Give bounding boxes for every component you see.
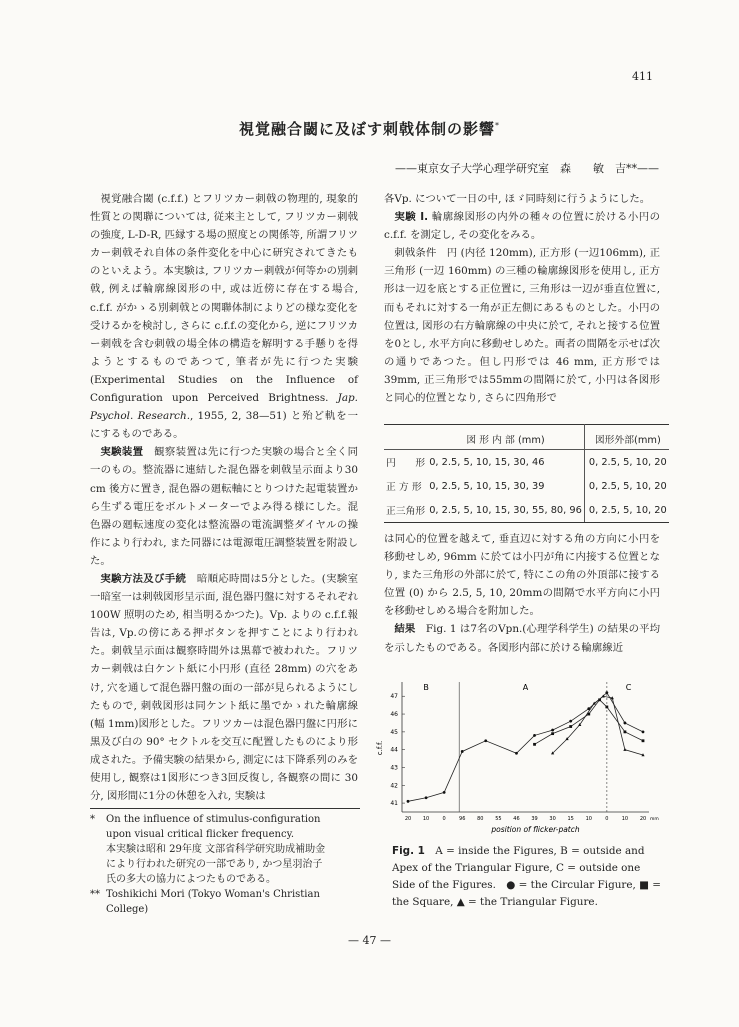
data-point-circle	[484, 739, 487, 742]
data-point-circle	[443, 791, 446, 794]
article-title	[0, 118, 739, 139]
experiment-1-heading: 実験 I.	[394, 211, 429, 224]
footnote-line: On the influence of stimulus-configuration	[106, 814, 321, 825]
title-text: 視覚融合閾に及ぼす刺戟体制の影響	[238, 120, 495, 138]
right-column	[384, 190, 660, 407]
data-point-circle	[605, 691, 608, 694]
data-point-circle	[624, 722, 627, 725]
intro-text-b: , 1955, 2, 38—51) と殆ど軌を一にするものである。	[90, 410, 358, 441]
footnote-line: upon visual critical flicker frequency.	[106, 829, 295, 840]
footnote-2-mark: **	[90, 889, 100, 900]
footnote-line: 本実験は昭和 29年度 文部省科学研究助成補助金	[106, 844, 326, 855]
data-point-circle	[515, 752, 518, 755]
patch-position-table	[384, 424, 669, 523]
y-tick-label: 43	[390, 764, 398, 772]
data-point-circle	[425, 796, 428, 799]
table-row	[384, 474, 669, 498]
x-tick-label: 80	[477, 816, 484, 822]
author-line: ——東京女子大学心理学研究室 森 敏 吉**——	[395, 162, 659, 175]
header-inside: 図 形 内 部 (mm)	[427, 425, 584, 450]
table-corner	[384, 425, 427, 450]
data-point-square	[605, 706, 608, 709]
footnotes	[90, 812, 362, 917]
x-unit-label: mm	[650, 817, 659, 822]
conditions-paragraph: 刺戟条件 円 (内径 120mm), 正方形 (一辺106mm), 正三角形 (一辺 160mm) の三種の輪廓線図形を使用し, 正方形は一辺を底とする正位置に, 三角形は一辺が垂直位置に, 而もそれに対する一角が正左側にあるものとした。小円の位置は, 図形の右方輪廓線の中央に於て, それと接する位置を0とし, 水平方向に移動せしめた。両者の間隔を示せば次の通りであつた。但し円形では 46 mm, 正方形では39mm, 正三角形では55mmの間隔に於て, 小円は各図形と同心的位置となり, さらに四角形で	[384, 247, 660, 405]
row-outside: 0, 2.5, 5, 10, 20	[584, 498, 668, 523]
data-point-square	[624, 730, 627, 733]
row-inside: 0, 2.5, 5, 10, 15, 30, 55, 80, 96	[427, 498, 584, 523]
figure-caption	[392, 843, 662, 911]
footnote-line: Toshikichi Mori (Tokyo Woman's Christian	[106, 889, 320, 900]
x-tick-label: 39	[531, 816, 538, 822]
x-tick-label: 46	[513, 816, 520, 822]
page-number: 411	[632, 70, 653, 83]
series-line-square	[535, 700, 643, 745]
results-heading: 結果	[394, 623, 416, 636]
footnote-1-mark: *	[90, 814, 95, 825]
region-label: B	[423, 683, 429, 692]
data-point-circle	[407, 800, 410, 803]
cff-line-chart	[374, 670, 664, 838]
region-label: A	[522, 683, 529, 692]
x-tick-label: 20	[639, 816, 647, 822]
data-point-square	[533, 743, 536, 746]
row-outside: 0, 2.5, 5, 10, 20	[588, 456, 667, 468]
x-tick-label: 15	[567, 816, 574, 822]
right-paragraph-1: 各Vp. について一日の中, ほゞ同時刻に行うようにした。	[384, 193, 651, 205]
row-inside: 0, 2.5, 5, 10, 15, 30, 39	[427, 474, 584, 498]
x-tick-label: 10	[585, 816, 592, 822]
intro-text-a: 視覚融合閾 (c.f.f.) とフリツカー刺戟の物理的, 現象的性質との関聯については, 従来主として, フリツカー刺戟の強度, L-D-R, 匹縁する場の照度との関係等, 所謂フリツカー刺戟それ自体の条件変化を中心に研究されてきたものといえよう。本実験は, フリツカー刺戟が何等かの別刺戟, 例えば輪廓線図形の中, 或は近傍に存在する場合, c.f.f. がかゝる別刺戟との関聯体制によりどの様な変化を受けるかを検討し, さらに c.f.f.の変化から, 逆にフリツカー刺戟を含む刺戟の場全体の構造を解明する手懸りを得ようとするものであつて, 筆者が先に行つた実験(Experimental Studies on the Influence of Configuration upon Perceived Brightness.	[90, 193, 358, 405]
y-tick-label: 42	[390, 782, 398, 790]
row-outside: 0, 2.5, 5, 10, 20	[588, 480, 667, 492]
apparatus-paragraph	[90, 443, 358, 570]
row-inside: 0, 2.5, 5, 10, 15, 30, 46	[427, 450, 584, 475]
x-tick-label: 55	[495, 816, 502, 822]
y-tick-label: 46	[390, 711, 398, 719]
table-row	[384, 450, 669, 475]
data-point-circle	[642, 730, 645, 733]
circle-symbol: ●	[506, 879, 516, 891]
caption-circle-text: = the Circular Figure,	[515, 879, 640, 891]
header-outside: 図形外部(mm)	[584, 425, 668, 450]
data-point-square	[642, 739, 645, 742]
intro-paragraph	[90, 190, 358, 443]
caption-text-a: A = inside the Figures, B = outside and Apex of the Triangular Figure, C = outside one Side of the Figures.	[392, 845, 645, 891]
y-tick-label: 47	[390, 693, 398, 701]
apparatus-heading: 実験装置	[100, 446, 144, 459]
data-point-square	[551, 732, 554, 735]
footnote-line: 氏の多大の協力によつたものである。	[106, 874, 276, 885]
row-shape: 円 形	[386, 458, 426, 469]
footnote-2	[90, 887, 362, 917]
x-tick-label: 10	[422, 816, 430, 822]
data-point-triangle	[623, 748, 626, 751]
data-point-circle	[569, 720, 572, 723]
caption-square-text: = the Square,	[392, 879, 661, 908]
method-heading: 実験方法及び手続	[100, 572, 187, 585]
series-line-circle	[408, 693, 643, 802]
footnote-line: により行われた研究の一部であり, かつ星羽治子	[106, 859, 323, 870]
y-tick-label: 44	[390, 746, 398, 754]
x-tick-label: 0	[605, 816, 609, 822]
x-tick-label: 20	[404, 816, 412, 822]
footnote-line: College)	[106, 904, 149, 915]
data-point-circle	[551, 729, 554, 732]
title-footnote-mark: *	[495, 121, 500, 130]
experiment-1-paragraph	[384, 208, 660, 244]
journal-name: Jap. Psychol. Research.	[90, 392, 358, 423]
method-text: 暗順応時間は5分とした。(実験室一暗室一は刺戟図形呈示面, 混色器円盤に対するそれぞれ 100W 照明のため, 相当明るかつた)。Vp. よりの c.f.f.報告は, Vp.の傍にある押ボタンを押すことにより行われた。刺戟呈示面は観察時間外は黒幕で被われた。フリツカー刺戟は白ケント紙に小円形 (直径 28mm) の穴をあけ, 穴を通して混色器円盤の面の一部が見られるようにしたもので, 刺戟図形は同ケント紙に墨でかゝれた輪廓線 (幅 1mm)図形とした。フリツカーは混色器円盤に円形に黒及び白の 90° セクトルを交互に配置したものにより形成された。予備実験の結果から, 測定には下降系列のみを使用し, 観察は1図形につき3回反復し, 各観察の間に 30分, 図形間に1分の休憩を入れ, 実験は	[90, 572, 358, 803]
data-point-circle	[461, 750, 464, 753]
data-point-square	[569, 725, 572, 728]
caption-label: Fig. 1	[392, 845, 425, 857]
x-tick-label: 10	[621, 816, 629, 822]
footnote-rule	[90, 808, 360, 809]
table-header-row	[384, 425, 669, 450]
triangle-symbol: ▲	[456, 896, 465, 908]
table-row	[384, 498, 669, 523]
y-tick-label: 41	[390, 800, 398, 808]
x-axis-label: position of flicker-patch	[491, 825, 580, 834]
footer-page-number: — 47 —	[348, 934, 391, 947]
experiment-1-text: 輪廓線図形の内外の種々の位置に於ける小円の c.f.f. を測定し, その変化をみる。	[384, 211, 660, 242]
x-tick-label: 0	[442, 816, 446, 822]
results-text: Fig. 1 は7名のVpn.(心理学科学生) の結果の平均を示したものである。各図形内部に於ける輪廓線近	[384, 623, 661, 654]
results-paragraph	[384, 620, 660, 656]
y-axis-label: c.f.f.	[376, 740, 384, 756]
right-column-lower	[384, 530, 660, 657]
row-shape: 正三角形	[384, 498, 427, 523]
apparatus-text: 観察装置は先に行つた実験の場合と全く同一のもの。整流器に連結した混色器を刺戟呈示面より30 cm 後方に置き, 混色器の廻転軸にとりつけた起電装置から生ずる電圧をボルトメーターでよみ得る様にした。混色器の廻転速度の変化は整流器の電流調整ダイヤルの操作により行われ, また同器には電源電圧調整装置を附設した。	[90, 446, 359, 567]
data-point-circle	[533, 734, 536, 737]
continuation-paragraph: は同心的位置を越えて, 垂直辺に対する角の方向に小円を移動せしめ, 96mm に於ては小円が角に内接する位置となり, また三角形の外部に於て, 特にこの角の外頂部に接する位置 (0) から 2.5, 5, 10, 20mmの間隔で水平方向に小円を移動せしめる場合を附加した。	[384, 533, 660, 618]
row-shape: 正 方 形	[386, 482, 422, 493]
y-tick-label: 45	[390, 728, 398, 736]
caption-triangle-text: = the Triangular Figure.	[464, 896, 598, 908]
x-tick-label: 96	[459, 816, 466, 822]
square-symbol: ■	[639, 879, 649, 891]
region-label: C	[625, 683, 632, 692]
left-column	[90, 190, 358, 805]
footnote-1	[90, 812, 362, 887]
x-tick-label: 30	[549, 816, 556, 822]
method-paragraph	[90, 570, 358, 805]
